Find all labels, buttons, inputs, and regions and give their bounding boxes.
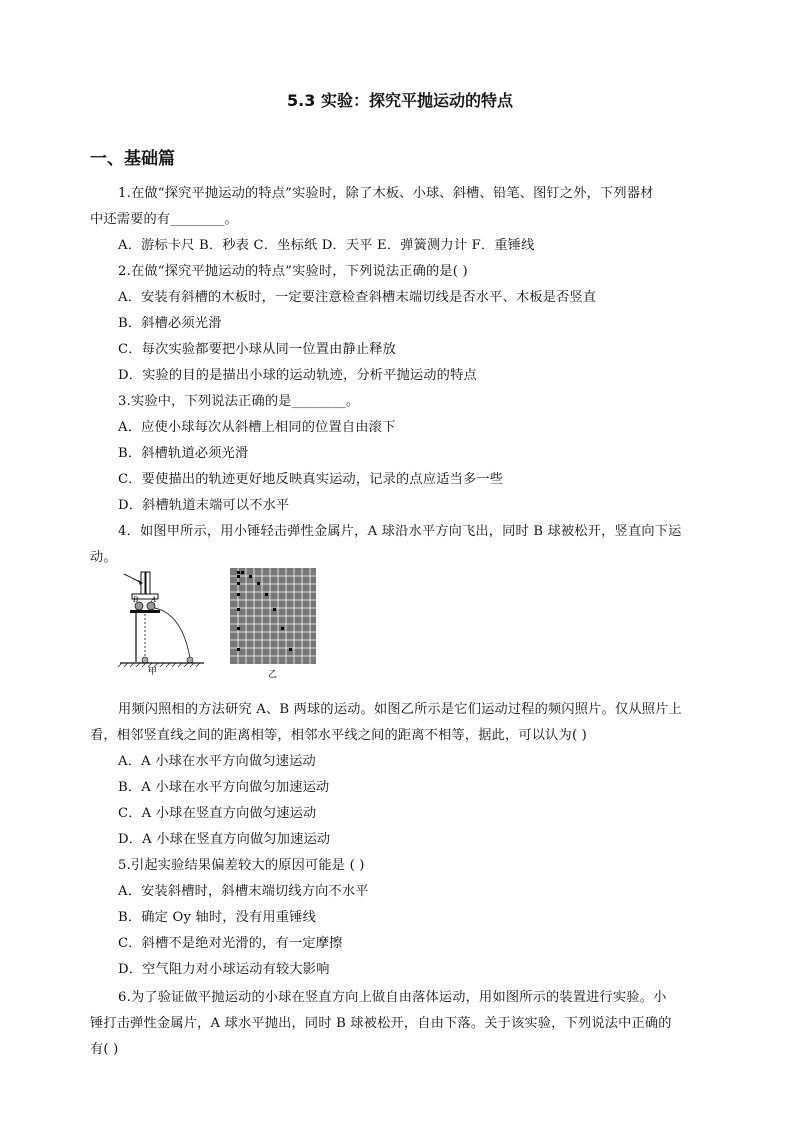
q3-option-c: C．要使描出的轨迹更好地反映真实运动，记录的点应适当多一些 [118,472,504,487]
figure-jia-apparatus [112,566,212,676]
q3-option-d: D．斜槽轨道末端可以不水平 [118,498,290,513]
q3-stem: 3.实验中，下列说法正确的是________。 [118,394,360,409]
section-heading: 一、基础篇 [90,149,175,169]
q4-line3: 用频闪照相的方法研究 A、B 两球的运动。如图乙所示是它们运动过程的频闪照片。仅从照片上 [118,702,682,717]
figure-yi-strobe-grid [228,566,320,680]
q6-line2: 锤打击弹性金属片，A 球水平抛出，同时 B 球被松开，自由下落。关于该实验，下列说法中正确的 [90,1016,672,1031]
q4-option-d: D．A 小球在竖直方向做匀加速运动 [118,832,331,847]
q1-options: A．游标卡尺 B．秒表 C．坐标纸 D．天平 E．弹簧测力计 F．重锤线 [118,238,535,253]
page-title: 5.3 实验：探究平抛运动的特点 [287,91,513,110]
q5-option-a: A．安装斜槽时，斜槽末端切线方向不水平 [118,884,369,899]
q6-line1: 6.为了验证做平抛运动的小球在竖直方向上做自由落体运动，用如图所示的装置进行实验。小 [118,990,667,1005]
q5-option-b: B．确定 Oy 轴时，没有用重锤线 [118,910,316,925]
q5-option-d: D．空气阻力对小球运动有较大影响 [118,962,330,977]
hammer-handle [124,574,140,582]
q2-stem: 2.在做“探究平抛运动的特点”实验时，下列说法正确的是( ) [118,264,468,279]
q3-option-b: B．斜槽轨道必须光滑 [118,446,249,461]
q2-option-b: B．斜槽必须光滑 [118,316,222,331]
q4-option-a: A．A 小球在水平方向做匀速运动 [118,754,316,769]
q2-option-a: A．安装有斜槽的木板时，一定要注意检查斜槽末端切线是否水平、木板是否竖直 [118,290,597,305]
label-a: A [151,595,156,604]
q4-line2: 动。 [90,550,117,565]
q4-option-b: B．A 小球在水平方向做匀加速运动 [118,780,330,795]
q2-option-c: C．每次实验都要把小球从同一位置由静止释放 [118,342,397,357]
path-a [155,608,190,658]
caption-jia: 甲 [148,667,158,676]
caption-yi: 乙 [268,670,278,680]
q6-line3: 有( ) [90,1042,119,1057]
label-b: B [133,595,138,604]
q1-line2: 中还需要的有________。 [90,212,239,227]
q5-stem: 5.引起实验结果偏差较大的原因可能是 ( ) [118,858,365,873]
q2-option-d: D．实验的目的是描出小球的运动轨迹，分析平抛运动的特点 [118,368,477,383]
q4-line1: 4．如图甲所示，用小锤轻击弹性金属片，A 球沿水平方向飞出，同时 B 球被松开，竖直向下运 [118,524,682,539]
q4-option-c: C．A 小球在竖直方向做匀速运动 [118,806,317,821]
q4-line4: 看，相邻竖直线之间的距离相等，相邻水平线之间的距离不相等，据此，可以认为( ) [90,728,588,743]
q3-option-a: A．应使小球每次从斜槽上相同的位置自由滚下 [118,420,396,435]
q5-option-c: C．斜槽不是绝对光滑的，有一定摩擦 [118,936,343,951]
q1-line1: 1.在做“探究平抛运动的特点”实验时，除了木板、小球、斜槽、铅笔、图钉之外，下列器材 [118,186,654,201]
